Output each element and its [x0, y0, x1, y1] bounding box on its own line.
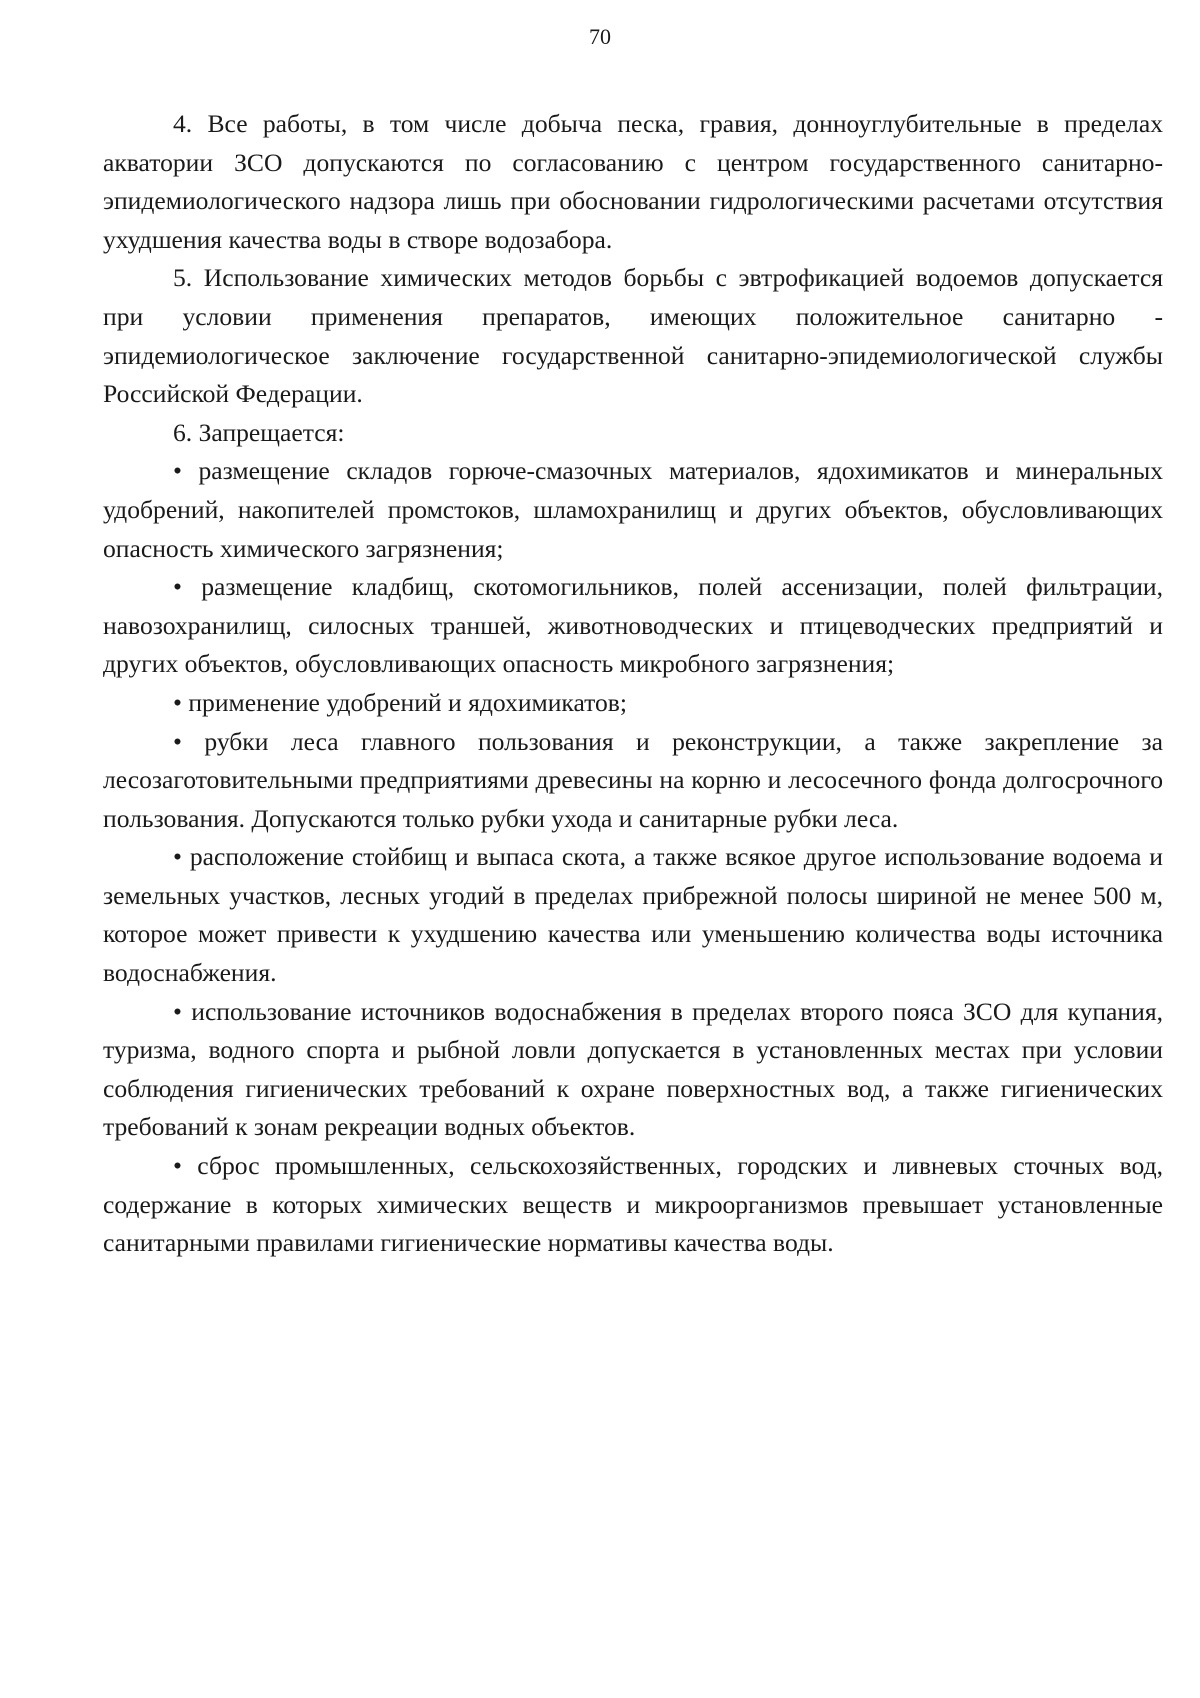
paragraph-item-5: 5. Использование химических методов борьбы с эвтрофикацией водоемов допускается при условии применения препаратов, имеющих положительное санитарно - эпидемиологическое заключение государственной санитарно-эпидемиологической службы Российской Федерации.	[103, 263, 1163, 409]
page-number: 70	[589, 24, 611, 49]
bullet-wastewater: • сброс промышленных, сельскохозяйственных, городских и ливневых сточных вод, содержание в которых химических веществ и микроорганизмов превышает установленные санитарными правилами гигиенические нормативы качества воды.	[103, 1151, 1163, 1258]
document-body	[103, 105, 1163, 1263]
bullet-fertilizers: • применение удобрений и ядохимикатов;	[173, 687, 628, 717]
bullet-chemical-storage: • размещение складов горюче-смазочных материалов, ядохимикатов и минеральных удобрений, накопителей промстоков, шламохранилищ и других объектов, обусловливающих опасность химического загрязнения;	[103, 456, 1163, 563]
bullet-recreation: • использование источников водоснабжения в пределах второго пояса ЗСО для купания, туризма, водного спорта и рыбной ловли допускается в установленных местах при условии соблюдения гигиенических требований к охране поверхностных вод, а также гигиенических требований к зонам рекреации водных объектов.	[103, 996, 1163, 1142]
paragraph-item-6-heading: 6. Запрещается:	[173, 417, 345, 447]
bullet-livestock: • расположение стойбищ и выпаса скота, а также всякое другое использование водоема и земельных участков, лесных угодий в пределах прибрежной полосы шириной не менее 500 м, которое может привести к ухудшению качества или уменьшению количества воды источника водоснабжения.	[103, 842, 1163, 988]
bullet-microbial-objects: • размещение кладбищ, скотомогильников, полей ассенизации, полей фильтрации, навозохранилищ, силосных траншей, животноводческих и птицеводческих предприятий и других объектов, обусловливающих опасность микробного загрязнения;	[103, 572, 1163, 679]
bullet-logging: • рубки леса главного пользования и реконструкции, а также закрепление за лесозаготовительными предприятиями древесины на корню и лесосечного фонда долгосрочного пользования. Допускаются только рубки ухода и санитарные рубки леса.	[103, 726, 1163, 833]
paragraph-item-4: 4. Все работы, в том числе добыча песка, гравия, донноуглубительные в пределах акватории ЗСО допускаются по согласованию с центром государственного санитарно-эпидемиологического надзора лишь при обосновании гидрологическими расчетами отсутствия ухудшения качества воды в створе водозабора.	[103, 109, 1163, 254]
